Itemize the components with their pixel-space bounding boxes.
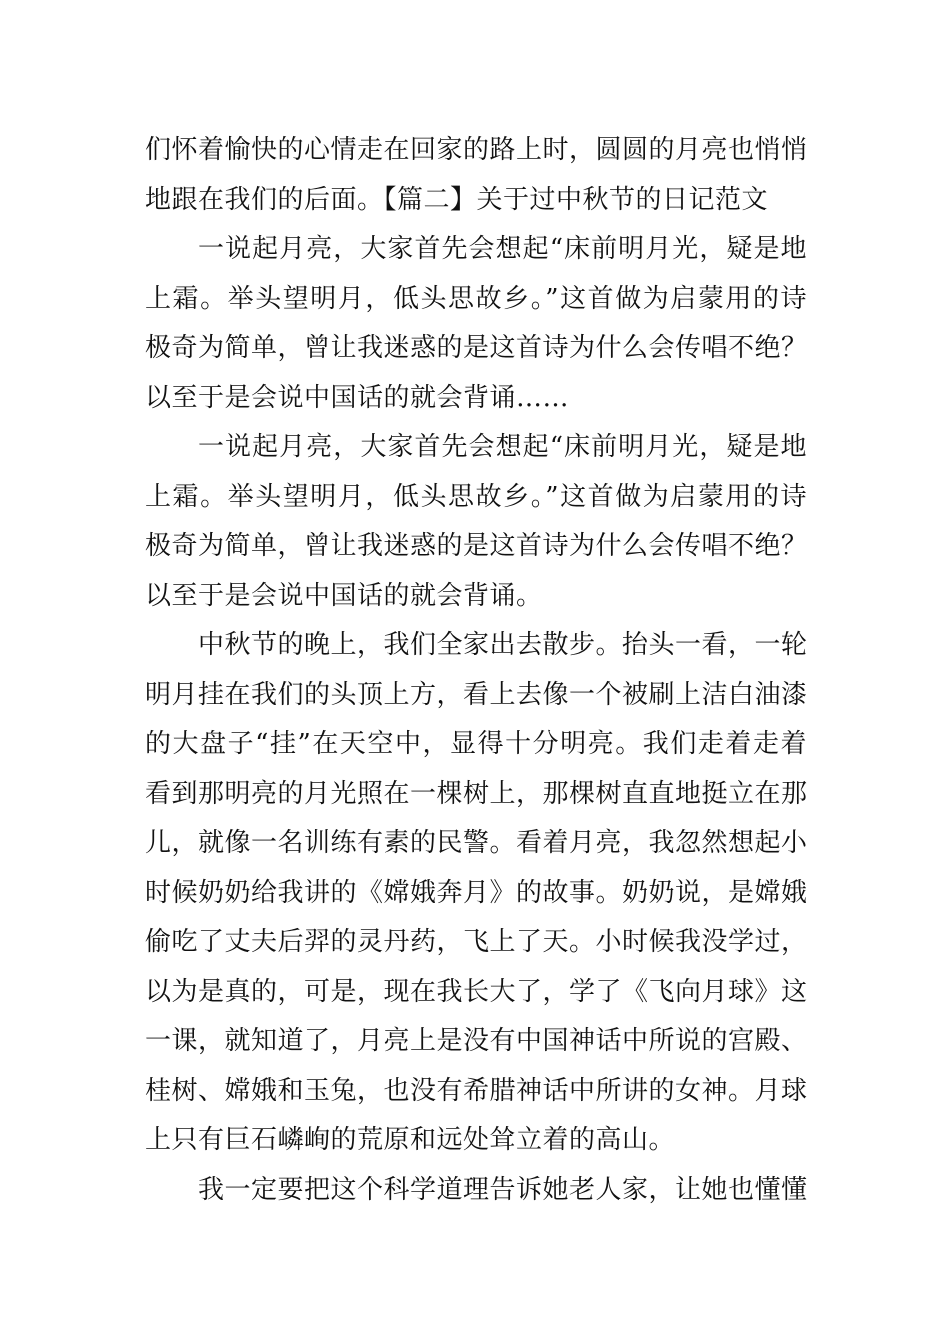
text-line: 极奇为简单，曾让我迷惑的是这首诗为什么会传唱不绝？ <box>145 531 808 561</box>
text-line: 以至于是会说中国话的就会背诵。 <box>145 580 543 611</box>
text-line: 我一定要把这个科学道理告诉她老人家，让她也懂懂 <box>198 1174 808 1205</box>
text-line: 时候奶奶给我讲的《嫦娥奔月》的故事。奶奶说，是嫦娥 <box>145 877 808 908</box>
text-line: 桂树、嫦娥和玉兔，也没有希腊神话中所讲的女神。月球 <box>145 1075 808 1106</box>
text-line: 们怀着愉快的心情走在回家的路上时，圆圆的月亮也悄悄 <box>145 135 808 165</box>
text-line: 一课，就知道了，月亮上是没有中国神话中所说的宫殿、 <box>145 1026 808 1056</box>
text-line: 偷吃了丈夫后羿的灵丹药，飞上了天。小时候我没学过， <box>145 927 808 957</box>
text-line: 一说起月亮，大家首先会想起“床前明月光，疑是地 <box>198 234 807 264</box>
text-line: 中秋节的晚上，我们全家出去散步。抬头一看，一轮 <box>198 630 808 660</box>
paragraph-3 <box>145 423 807 621</box>
document-page <box>145 126 807 1215</box>
text-line: 地跟在我们的后面。【篇二】关于过中秋节的日记范文 <box>145 184 769 215</box>
text-line: 的大盘子“挂”在天空中，显得十分明亮。我们走着走着 <box>145 729 807 759</box>
text-line: 一说起月亮，大家首先会想起“床前明月光，疑是地 <box>198 432 807 462</box>
paragraph-2 <box>145 225 807 423</box>
text-line: 看到那明亮的月光照在一棵树上，那棵树直直地挺立在那 <box>145 778 808 809</box>
text-line: 以至于是会说中国话的就会背诵…… <box>145 382 570 413</box>
text-line: 上霜。举头望明月，低头思故乡。”这首做为启蒙用的诗 <box>145 481 807 512</box>
text-line: 极奇为简单，曾让我迷惑的是这首诗为什么会传唱不绝？ <box>145 333 808 363</box>
paragraph-4 <box>145 621 807 1166</box>
text-line: 上霜。举头望明月，低头思故乡。”这首做为启蒙用的诗 <box>145 283 807 314</box>
text-line: 以为是真的，可是，现在我长大了，学了《飞向月球》这 <box>145 976 808 1007</box>
text-line: 上只有巨石嶙峋的荒原和远处耸立着的高山。 <box>145 1125 676 1155</box>
text-line: 儿，就像一名训练有素的民警。看着月亮，我忽然想起小 <box>145 828 808 858</box>
paragraph-5 <box>145 1166 807 1216</box>
text-line: 明月挂在我们的头顶上方，看上去像一个被刷上洁白油漆 <box>145 679 808 710</box>
paragraph-1 <box>145 126 807 225</box>
